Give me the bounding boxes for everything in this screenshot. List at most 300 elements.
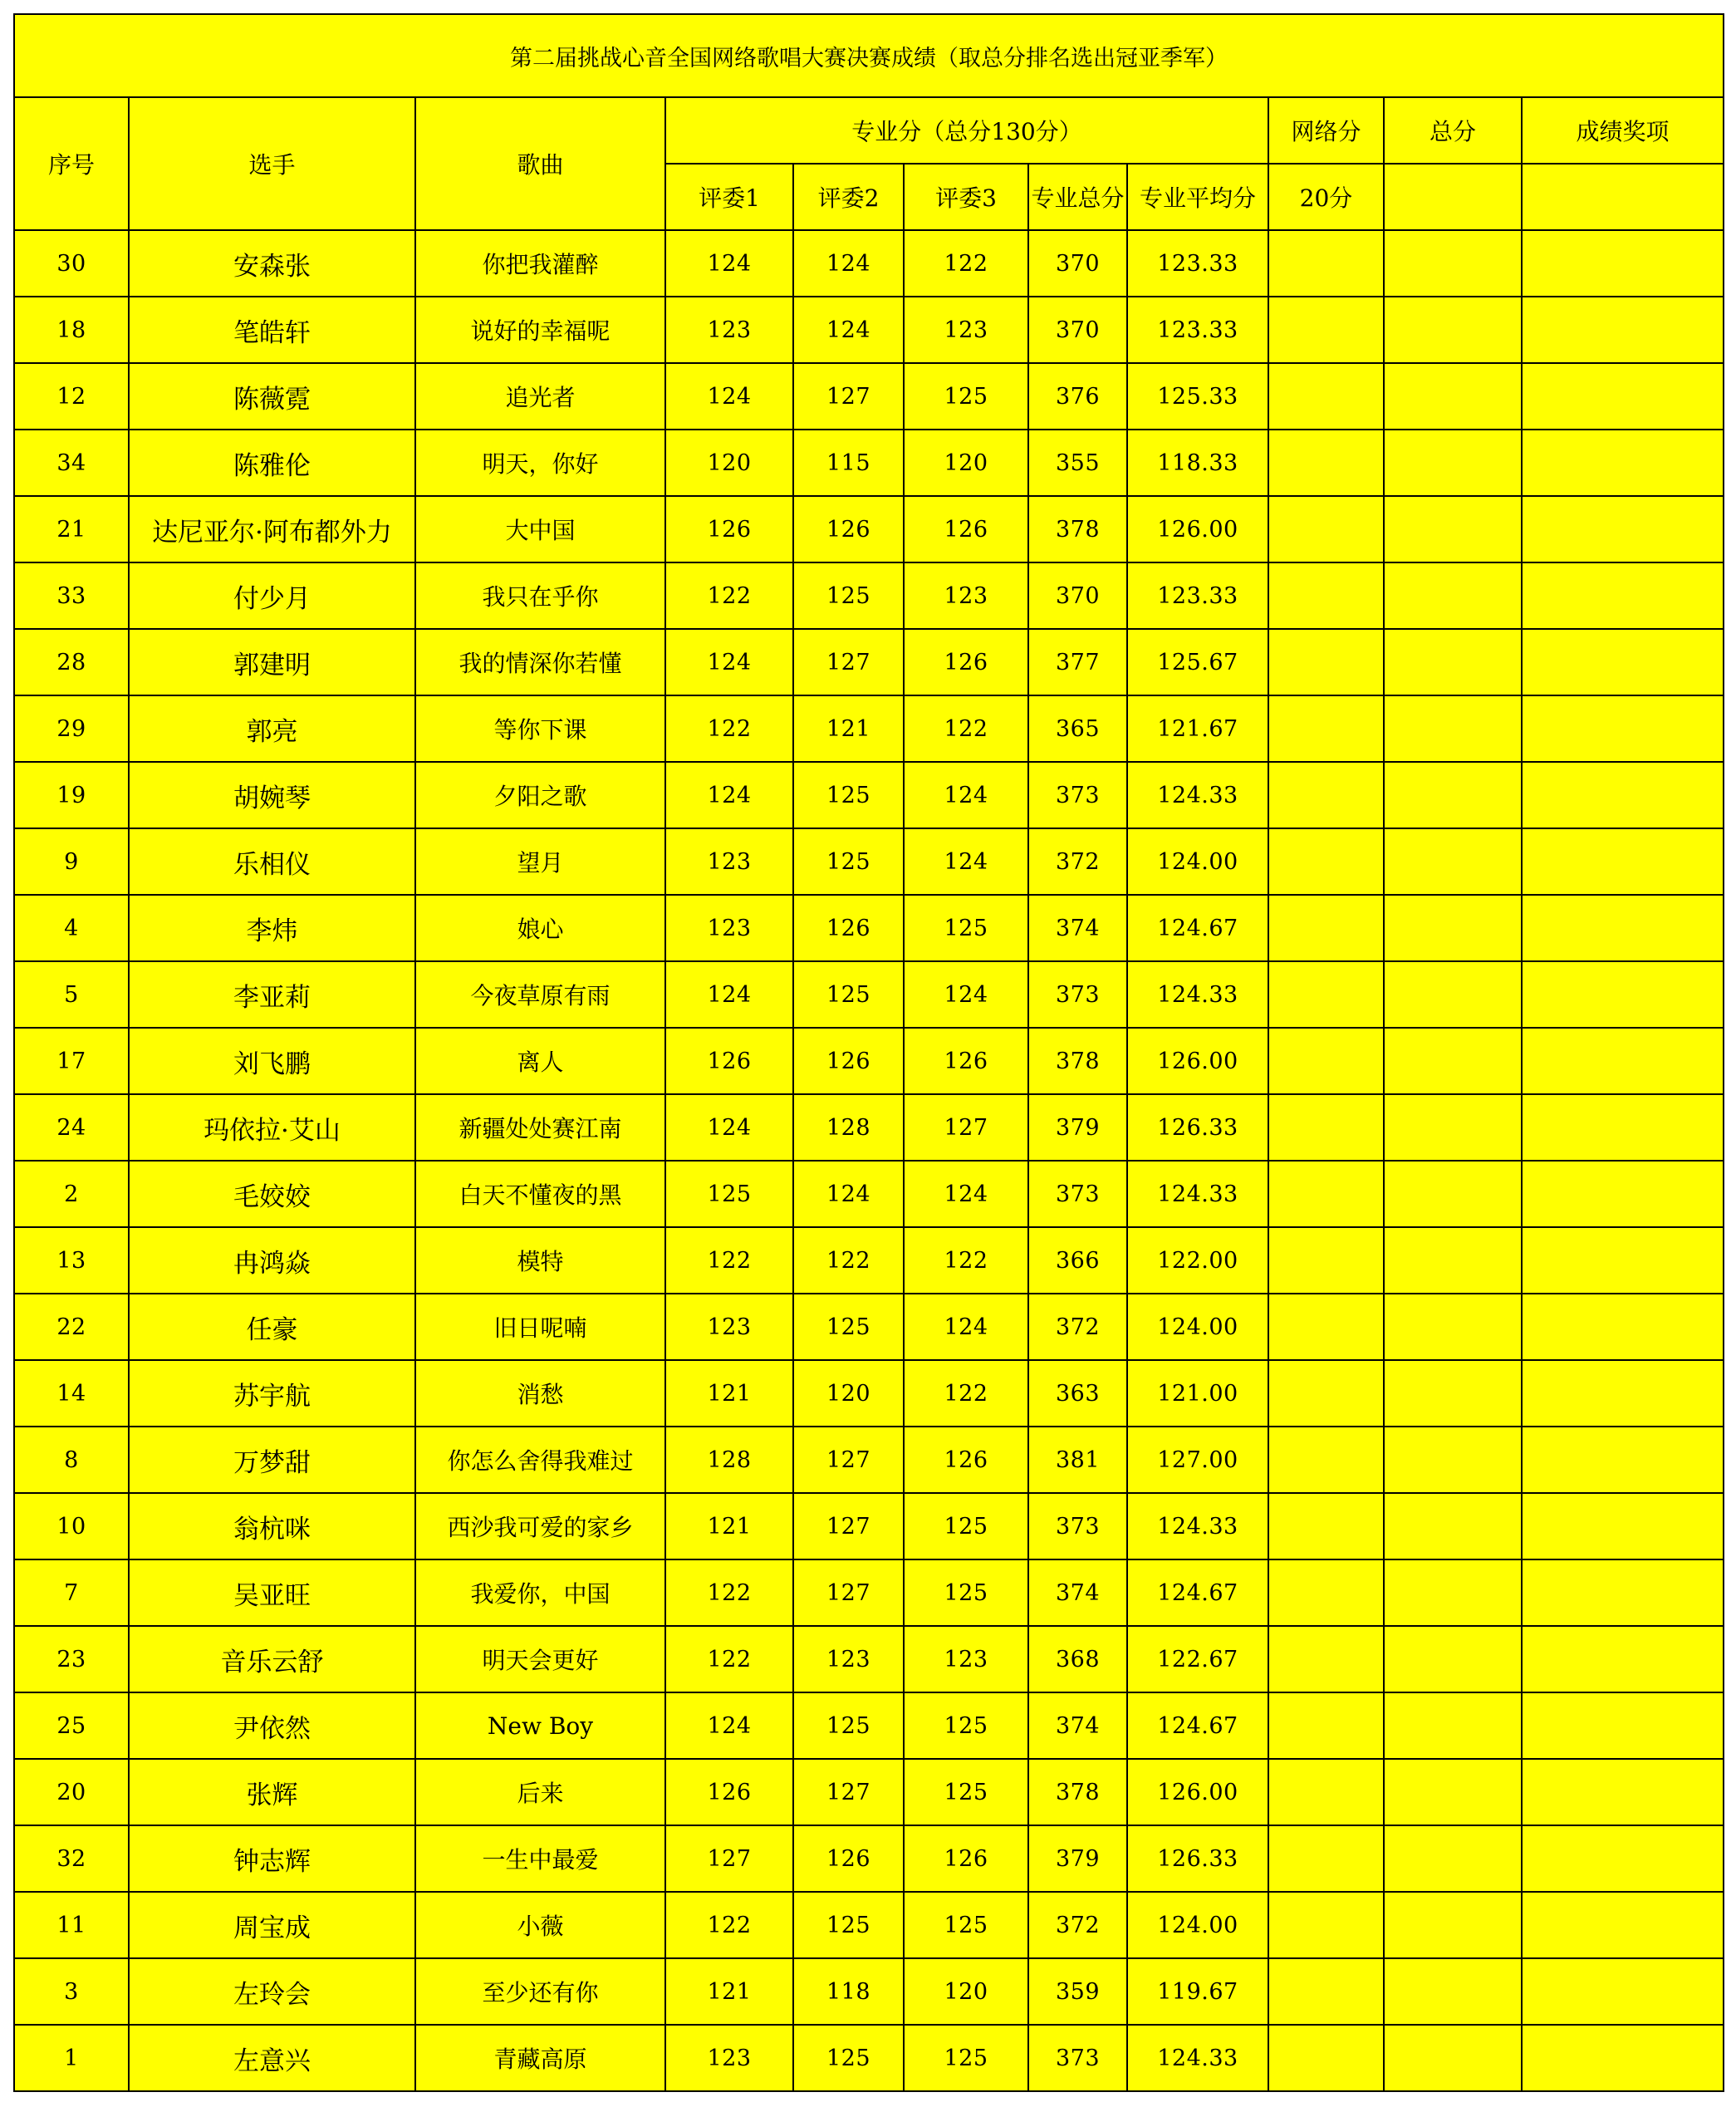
cell-pro-total[interactable]: 373 — [1028, 762, 1127, 828]
cell-song[interactable]: 西沙我可爱的家乡 — [415, 1493, 665, 1559]
cell-contestant[interactable]: 任豪 — [129, 1294, 415, 1360]
cell-pro-avg[interactable]: 124.67 — [1127, 1559, 1268, 1626]
cell-judge2[interactable]: 126 — [793, 1825, 904, 1892]
cell-online[interactable] — [1268, 496, 1384, 562]
cell-contestant[interactable]: 翁杭咪 — [129, 1493, 415, 1559]
cell-judge3[interactable]: 124 — [904, 1161, 1028, 1227]
cell-song[interactable]: 今夜草原有雨 — [415, 961, 665, 1028]
cell-contestant[interactable]: 毛姣姣 — [129, 1161, 415, 1227]
cell-index[interactable]: 1 — [14, 2025, 129, 2091]
cell-online[interactable] — [1268, 895, 1384, 961]
cell-contestant[interactable]: 付少月 — [129, 562, 415, 629]
cell-song[interactable]: 大中国 — [415, 496, 665, 562]
cell-judge3[interactable]: 122 — [904, 695, 1028, 762]
cell-total[interactable] — [1384, 828, 1522, 895]
cell-pro-avg[interactable]: 121.00 — [1127, 1360, 1268, 1427]
cell-judge1[interactable]: 127 — [665, 1825, 793, 1892]
cell-judge2[interactable]: 126 — [793, 895, 904, 961]
cell-song[interactable]: 一生中最爱 — [415, 1825, 665, 1892]
cell-contestant[interactable]: 万梦甜 — [129, 1427, 415, 1493]
header-pro-total[interactable]: 专业总分 — [1028, 164, 1127, 230]
cell-award[interactable] — [1522, 1028, 1724, 1094]
cell-judge1[interactable]: 125 — [665, 1161, 793, 1227]
cell-song[interactable]: 你把我灌醉 — [415, 230, 665, 297]
cell-pro-total[interactable]: 373 — [1028, 2025, 1127, 2091]
cell-judge3[interactable]: 125 — [904, 1493, 1028, 1559]
cell-online[interactable] — [1268, 2025, 1384, 2091]
cell-pro-total[interactable]: 381 — [1028, 1427, 1127, 1493]
cell-pro-total[interactable]: 374 — [1028, 1559, 1127, 1626]
cell-total[interactable] — [1384, 430, 1522, 496]
header-award-empty[interactable] — [1522, 164, 1724, 230]
cell-index[interactable]: 12 — [14, 363, 129, 430]
cell-song[interactable]: 说好的幸福呢 — [415, 297, 665, 363]
cell-index[interactable]: 23 — [14, 1626, 129, 1692]
cell-index[interactable]: 29 — [14, 695, 129, 762]
cell-total[interactable] — [1384, 695, 1522, 762]
cell-pro-avg[interactable]: 124.00 — [1127, 828, 1268, 895]
cell-total[interactable] — [1384, 1161, 1522, 1227]
cell-total[interactable] — [1384, 1427, 1522, 1493]
cell-judge1[interactable]: 122 — [665, 1892, 793, 1958]
cell-judge3[interactable]: 126 — [904, 1825, 1028, 1892]
cell-contestant[interactable]: 吴亚旺 — [129, 1559, 415, 1626]
cell-online[interactable] — [1268, 1161, 1384, 1227]
cell-award[interactable] — [1522, 1958, 1724, 2025]
cell-index[interactable]: 7 — [14, 1559, 129, 1626]
cell-index[interactable]: 3 — [14, 1958, 129, 2025]
cell-judge2[interactable]: 118 — [793, 1958, 904, 2025]
cell-pro-avg[interactable]: 127.00 — [1127, 1427, 1268, 1493]
cell-award[interactable] — [1522, 1559, 1724, 1626]
cell-judge1[interactable]: 123 — [665, 297, 793, 363]
cell-total[interactable] — [1384, 363, 1522, 430]
cell-song[interactable]: 我只在乎你 — [415, 562, 665, 629]
cell-pro-avg[interactable]: 125.33 — [1127, 363, 1268, 430]
cell-contestant[interactable]: 陈雅伦 — [129, 430, 415, 496]
cell-total[interactable] — [1384, 1825, 1522, 1892]
cell-pro-total[interactable]: 379 — [1028, 1094, 1127, 1161]
cell-song[interactable]: 我的情深你若懂 — [415, 629, 665, 695]
cell-pro-avg[interactable]: 121.67 — [1127, 695, 1268, 762]
cell-contestant[interactable]: 冉鸿焱 — [129, 1227, 415, 1294]
cell-pro-avg[interactable]: 126.33 — [1127, 1825, 1268, 1892]
cell-pro-avg[interactable]: 126.00 — [1127, 1759, 1268, 1825]
cell-total[interactable] — [1384, 1559, 1522, 1626]
cell-index[interactable]: 2 — [14, 1161, 129, 1227]
cell-online[interactable] — [1268, 562, 1384, 629]
cell-award[interactable] — [1522, 1892, 1724, 1958]
cell-pro-avg[interactable]: 119.67 — [1127, 1958, 1268, 2025]
cell-total[interactable] — [1384, 230, 1522, 297]
cell-judge3[interactable]: 124 — [904, 961, 1028, 1028]
cell-judge2[interactable]: 121 — [793, 695, 904, 762]
cell-award[interactable] — [1522, 1427, 1724, 1493]
cell-contestant[interactable]: 乐相仪 — [129, 828, 415, 895]
cell-pro-total[interactable]: 377 — [1028, 629, 1127, 695]
cell-judge3[interactable]: 124 — [904, 1294, 1028, 1360]
cell-judge1[interactable]: 124 — [665, 363, 793, 430]
cell-pro-avg[interactable]: 118.33 — [1127, 430, 1268, 496]
cell-online[interactable] — [1268, 1294, 1384, 1360]
cell-judge1[interactable]: 121 — [665, 1958, 793, 2025]
cell-judge2[interactable]: 125 — [793, 2025, 904, 2091]
cell-song[interactable]: 小薇 — [415, 1892, 665, 1958]
cell-total[interactable] — [1384, 1958, 1522, 2025]
cell-judge3[interactable]: 120 — [904, 430, 1028, 496]
cell-contestant[interactable]: 左意兴 — [129, 2025, 415, 2091]
cell-judge2[interactable]: 124 — [793, 297, 904, 363]
cell-pro-avg[interactable]: 126.00 — [1127, 1028, 1268, 1094]
cell-judge1[interactable]: 124 — [665, 629, 793, 695]
cell-judge1[interactable]: 123 — [665, 895, 793, 961]
cell-pro-total[interactable]: 372 — [1028, 1294, 1127, 1360]
cell-song[interactable]: 离人 — [415, 1028, 665, 1094]
cell-contestant[interactable]: 张辉 — [129, 1759, 415, 1825]
cell-pro-total[interactable]: 370 — [1028, 297, 1127, 363]
cell-judge2[interactable]: 124 — [793, 1161, 904, 1227]
cell-song[interactable]: 你怎么舍得我难过 — [415, 1427, 665, 1493]
cell-award[interactable] — [1522, 363, 1724, 430]
cell-judge1[interactable]: 126 — [665, 1759, 793, 1825]
cell-total[interactable] — [1384, 1759, 1522, 1825]
cell-online[interactable] — [1268, 1427, 1384, 1493]
cell-index[interactable]: 5 — [14, 961, 129, 1028]
header-contestant[interactable]: 选手 — [129, 97, 415, 230]
cell-judge2[interactable]: 125 — [793, 961, 904, 1028]
cell-index[interactable]: 33 — [14, 562, 129, 629]
cell-judge2[interactable]: 125 — [793, 762, 904, 828]
cell-total[interactable] — [1384, 1626, 1522, 1692]
cell-award[interactable] — [1522, 1161, 1724, 1227]
cell-judge1[interactable]: 121 — [665, 1493, 793, 1559]
cell-judge3[interactable]: 125 — [904, 363, 1028, 430]
cell-index[interactable]: 9 — [14, 828, 129, 895]
cell-total[interactable] — [1384, 1892, 1522, 1958]
cell-judge3[interactable]: 126 — [904, 629, 1028, 695]
cell-total[interactable] — [1384, 762, 1522, 828]
cell-song[interactable]: 至少还有你 — [415, 1958, 665, 2025]
cell-judge1[interactable]: 124 — [665, 1094, 793, 1161]
cell-online[interactable] — [1268, 1892, 1384, 1958]
cell-song[interactable]: 旧日呢喃 — [415, 1294, 665, 1360]
cell-total[interactable] — [1384, 297, 1522, 363]
cell-judge1[interactable]: 128 — [665, 1427, 793, 1493]
cell-pro-avg[interactable]: 126.33 — [1127, 1094, 1268, 1161]
cell-song[interactable]: 明天，你好 — [415, 430, 665, 496]
cell-total[interactable] — [1384, 1028, 1522, 1094]
cell-award[interactable] — [1522, 496, 1724, 562]
cell-pro-total[interactable]: 379 — [1028, 1825, 1127, 1892]
cell-online[interactable] — [1268, 1028, 1384, 1094]
cell-pro-avg[interactable]: 124.33 — [1127, 2025, 1268, 2091]
cell-judge2[interactable]: 125 — [793, 1892, 904, 1958]
header-judge3[interactable]: 评委3 — [904, 164, 1028, 230]
cell-online[interactable] — [1268, 695, 1384, 762]
cell-judge3[interactable]: 120 — [904, 1958, 1028, 2025]
header-pro-avg[interactable]: 专业平均分 — [1127, 164, 1268, 230]
cell-pro-avg[interactable]: 124.67 — [1127, 1692, 1268, 1759]
cell-pro-avg[interactable]: 124.00 — [1127, 1294, 1268, 1360]
cell-award[interactable] — [1522, 961, 1724, 1028]
cell-pro-total[interactable]: 368 — [1028, 1626, 1127, 1692]
cell-judge1[interactable]: 122 — [665, 1227, 793, 1294]
cell-judge1[interactable]: 123 — [665, 1294, 793, 1360]
cell-index[interactable]: 30 — [14, 230, 129, 297]
cell-judge2[interactable]: 125 — [793, 562, 904, 629]
cell-index[interactable]: 22 — [14, 1294, 129, 1360]
cell-pro-total[interactable]: 378 — [1028, 1028, 1127, 1094]
cell-index[interactable]: 13 — [14, 1227, 129, 1294]
cell-total[interactable] — [1384, 562, 1522, 629]
cell-judge3[interactable]: 125 — [904, 895, 1028, 961]
cell-contestant[interactable]: 陈薇霓 — [129, 363, 415, 430]
cell-award[interactable] — [1522, 1360, 1724, 1427]
cell-online[interactable] — [1268, 1094, 1384, 1161]
cell-judge2[interactable]: 120 — [793, 1360, 904, 1427]
cell-song[interactable]: 青藏高原 — [415, 2025, 665, 2091]
cell-online[interactable] — [1268, 1958, 1384, 2025]
cell-award[interactable] — [1522, 297, 1724, 363]
header-index[interactable]: 序号 — [14, 97, 129, 230]
cell-judge1[interactable]: 122 — [665, 1559, 793, 1626]
cell-award[interactable] — [1522, 1493, 1724, 1559]
cell-total[interactable] — [1384, 1493, 1522, 1559]
cell-pro-total[interactable]: 376 — [1028, 363, 1127, 430]
cell-total[interactable] — [1384, 1227, 1522, 1294]
cell-pro-avg[interactable]: 124.33 — [1127, 961, 1268, 1028]
cell-index[interactable]: 34 — [14, 430, 129, 496]
cell-song[interactable]: 追光者 — [415, 363, 665, 430]
header-judge1[interactable]: 评委1 — [665, 164, 793, 230]
cell-judge3[interactable]: 122 — [904, 1227, 1028, 1294]
cell-pro-total[interactable]: 372 — [1028, 828, 1127, 895]
cell-online[interactable] — [1268, 828, 1384, 895]
cell-award[interactable] — [1522, 1692, 1724, 1759]
cell-pro-total[interactable]: 355 — [1028, 430, 1127, 496]
cell-judge1[interactable]: 124 — [665, 1692, 793, 1759]
cell-pro-avg[interactable]: 123.33 — [1127, 230, 1268, 297]
cell-contestant[interactable]: 音乐云舒 — [129, 1626, 415, 1692]
cell-pro-avg[interactable]: 124.33 — [1127, 1493, 1268, 1559]
cell-song[interactable]: 望月 — [415, 828, 665, 895]
cell-award[interactable] — [1522, 1825, 1724, 1892]
cell-total[interactable] — [1384, 1294, 1522, 1360]
cell-judge1[interactable]: 124 — [665, 762, 793, 828]
cell-online[interactable] — [1268, 629, 1384, 695]
cell-total[interactable] — [1384, 1692, 1522, 1759]
cell-award[interactable] — [1522, 1227, 1724, 1294]
cell-pro-total[interactable]: 359 — [1028, 1958, 1127, 2025]
cell-award[interactable] — [1522, 1094, 1724, 1161]
cell-pro-total[interactable]: 373 — [1028, 961, 1127, 1028]
cell-contestant[interactable]: 郭建明 — [129, 629, 415, 695]
cell-index[interactable]: 25 — [14, 1692, 129, 1759]
cell-judge3[interactable]: 126 — [904, 496, 1028, 562]
cell-award[interactable] — [1522, 828, 1724, 895]
cell-contestant[interactable]: 钟志辉 — [129, 1825, 415, 1892]
cell-award[interactable] — [1522, 562, 1724, 629]
cell-judge2[interactable]: 115 — [793, 430, 904, 496]
cell-judge2[interactable]: 125 — [793, 1692, 904, 1759]
table-title[interactable]: 第二届挑战心音全国网络歌唱大赛决赛成绩（取总分排名选出冠亚季军） — [14, 14, 1724, 97]
cell-contestant[interactable]: 达尼亚尔·阿布都外力 — [129, 496, 415, 562]
cell-song[interactable]: 娘心 — [415, 895, 665, 961]
cell-pro-total[interactable]: 374 — [1028, 1692, 1127, 1759]
cell-song[interactable]: 我爱你，中国 — [415, 1559, 665, 1626]
cell-total[interactable] — [1384, 961, 1522, 1028]
cell-index[interactable]: 20 — [14, 1759, 129, 1825]
cell-online[interactable] — [1268, 1692, 1384, 1759]
cell-contestant[interactable]: 刘飞鹏 — [129, 1028, 415, 1094]
cell-judge2[interactable]: 127 — [793, 1493, 904, 1559]
header-online[interactable]: 网络分 — [1268, 97, 1384, 164]
cell-pro-total[interactable]: 373 — [1028, 1161, 1127, 1227]
cell-judge2[interactable]: 126 — [793, 496, 904, 562]
cell-award[interactable] — [1522, 1759, 1724, 1825]
cell-award[interactable] — [1522, 230, 1724, 297]
cell-judge3[interactable]: 125 — [904, 1892, 1028, 1958]
cell-judge1[interactable]: 123 — [665, 2025, 793, 2091]
cell-contestant[interactable]: 笔皓轩 — [129, 297, 415, 363]
cell-judge2[interactable]: 122 — [793, 1227, 904, 1294]
cell-award[interactable] — [1522, 762, 1724, 828]
cell-contestant[interactable]: 胡婉琴 — [129, 762, 415, 828]
cell-contestant[interactable]: 李炜 — [129, 895, 415, 961]
cell-pro-avg[interactable]: 124.33 — [1127, 1161, 1268, 1227]
cell-award[interactable] — [1522, 695, 1724, 762]
cell-judge3[interactable]: 124 — [904, 762, 1028, 828]
cell-song[interactable]: 新疆处处赛江南 — [415, 1094, 665, 1161]
cell-judge3[interactable]: 125 — [904, 1759, 1028, 1825]
header-total[interactable]: 总分 — [1384, 97, 1522, 164]
cell-judge3[interactable]: 123 — [904, 562, 1028, 629]
cell-pro-total[interactable]: 366 — [1028, 1227, 1127, 1294]
cell-contestant[interactable]: 尹依然 — [129, 1692, 415, 1759]
cell-online[interactable] — [1268, 297, 1384, 363]
cell-award[interactable] — [1522, 1626, 1724, 1692]
cell-total[interactable] — [1384, 629, 1522, 695]
cell-judge2[interactable]: 128 — [793, 1094, 904, 1161]
cell-pro-avg[interactable]: 122.00 — [1127, 1227, 1268, 1294]
cell-online[interactable] — [1268, 363, 1384, 430]
cell-online[interactable] — [1268, 1227, 1384, 1294]
header-online-max[interactable]: 20分 — [1268, 164, 1384, 230]
cell-judge2[interactable]: 123 — [793, 1626, 904, 1692]
cell-judge2[interactable]: 127 — [793, 363, 904, 430]
cell-judge3[interactable]: 126 — [904, 1427, 1028, 1493]
cell-award[interactable] — [1522, 895, 1724, 961]
cell-index[interactable]: 11 — [14, 1892, 129, 1958]
cell-online[interactable] — [1268, 1559, 1384, 1626]
cell-judge1[interactable]: 122 — [665, 1626, 793, 1692]
cell-judge2[interactable]: 127 — [793, 629, 904, 695]
header-total-empty[interactable] — [1384, 164, 1522, 230]
cell-judge2[interactable]: 125 — [793, 1294, 904, 1360]
cell-pro-avg[interactable]: 124.33 — [1127, 762, 1268, 828]
cell-contestant[interactable]: 苏宇航 — [129, 1360, 415, 1427]
cell-award[interactable] — [1522, 430, 1724, 496]
cell-judge2[interactable]: 125 — [793, 828, 904, 895]
cell-index[interactable]: 10 — [14, 1493, 129, 1559]
cell-pro-avg[interactable]: 124.00 — [1127, 1892, 1268, 1958]
cell-judge3[interactable]: 125 — [904, 1692, 1028, 1759]
cell-online[interactable] — [1268, 1626, 1384, 1692]
cell-pro-total[interactable]: 363 — [1028, 1360, 1127, 1427]
cell-judge2[interactable]: 126 — [793, 1028, 904, 1094]
cell-award[interactable] — [1522, 1294, 1724, 1360]
cell-pro-total[interactable]: 372 — [1028, 1892, 1127, 1958]
cell-online[interactable] — [1268, 430, 1384, 496]
cell-judge3[interactable]: 127 — [904, 1094, 1028, 1161]
cell-index[interactable]: 24 — [14, 1094, 129, 1161]
cell-judge3[interactable]: 123 — [904, 1626, 1028, 1692]
cell-judge1[interactable]: 121 — [665, 1360, 793, 1427]
cell-judge1[interactable]: 124 — [665, 230, 793, 297]
cell-judge1[interactable]: 126 — [665, 496, 793, 562]
cell-judge3[interactable]: 125 — [904, 2025, 1028, 2091]
cell-pro-avg[interactable]: 125.67 — [1127, 629, 1268, 695]
cell-contestant[interactable]: 左玲会 — [129, 1958, 415, 2025]
cell-judge3[interactable]: 122 — [904, 230, 1028, 297]
cell-total[interactable] — [1384, 895, 1522, 961]
cell-pro-total[interactable]: 370 — [1028, 562, 1127, 629]
cell-pro-total[interactable]: 378 — [1028, 496, 1127, 562]
cell-index[interactable]: 8 — [14, 1427, 129, 1493]
header-judge2[interactable]: 评委2 — [793, 164, 904, 230]
cell-judge3[interactable]: 122 — [904, 1360, 1028, 1427]
cell-online[interactable] — [1268, 1493, 1384, 1559]
cell-total[interactable] — [1384, 1094, 1522, 1161]
cell-online[interactable] — [1268, 1360, 1384, 1427]
cell-online[interactable] — [1268, 1825, 1384, 1892]
cell-song[interactable]: 后来 — [415, 1759, 665, 1825]
cell-pro-total[interactable]: 374 — [1028, 895, 1127, 961]
cell-song[interactable]: 消愁 — [415, 1360, 665, 1427]
cell-index[interactable]: 4 — [14, 895, 129, 961]
cell-pro-avg[interactable]: 123.33 — [1127, 562, 1268, 629]
cell-song[interactable]: 夕阳之歌 — [415, 762, 665, 828]
cell-online[interactable] — [1268, 961, 1384, 1028]
cell-pro-total[interactable]: 365 — [1028, 695, 1127, 762]
cell-index[interactable]: 32 — [14, 1825, 129, 1892]
cell-pro-avg[interactable]: 122.67 — [1127, 1626, 1268, 1692]
cell-judge1[interactable]: 126 — [665, 1028, 793, 1094]
cell-judge1[interactable]: 122 — [665, 562, 793, 629]
cell-contestant[interactable]: 玛依拉·艾山 — [129, 1094, 415, 1161]
cell-pro-total[interactable]: 373 — [1028, 1493, 1127, 1559]
cell-online[interactable] — [1268, 762, 1384, 828]
cell-judge3[interactable]: 125 — [904, 1559, 1028, 1626]
cell-song[interactable]: New Boy — [415, 1692, 665, 1759]
cell-song[interactable]: 等你下课 — [415, 695, 665, 762]
cell-pro-avg[interactable]: 126.00 — [1127, 496, 1268, 562]
cell-pro-avg[interactable]: 124.67 — [1127, 895, 1268, 961]
cell-judge3[interactable]: 124 — [904, 828, 1028, 895]
header-song[interactable]: 歌曲 — [415, 97, 665, 230]
cell-judge2[interactable]: 127 — [793, 1559, 904, 1626]
cell-judge3[interactable]: 123 — [904, 297, 1028, 363]
cell-index[interactable]: 21 — [14, 496, 129, 562]
header-professional-group[interactable]: 专业分（总分130分） — [665, 97, 1268, 164]
cell-contestant[interactable]: 周宝成 — [129, 1892, 415, 1958]
cell-pro-total[interactable]: 378 — [1028, 1759, 1127, 1825]
cell-online[interactable] — [1268, 1759, 1384, 1825]
cell-judge1[interactable]: 122 — [665, 695, 793, 762]
cell-judge2[interactable]: 124 — [793, 230, 904, 297]
cell-index[interactable]: 18 — [14, 297, 129, 363]
cell-total[interactable] — [1384, 1360, 1522, 1427]
